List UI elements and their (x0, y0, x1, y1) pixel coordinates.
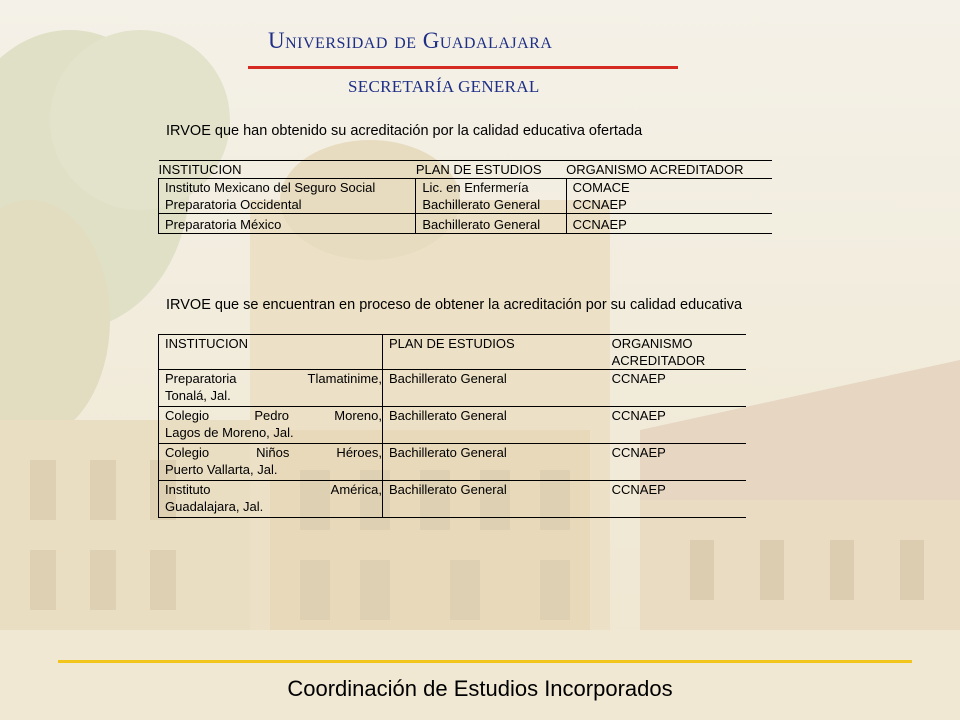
col-organismo: ORGANISMO ACREDITADOR (558, 335, 746, 370)
cell-organismo: CCNAEP (558, 370, 746, 407)
cell-institucion-line1: Colegio Pedro Moreno, (165, 408, 382, 423)
col-institucion: INSTITUCION (159, 161, 416, 179)
cell-institucion (159, 444, 383, 481)
footer-text: Coordinación de Estudios Incorporados (287, 676, 673, 701)
col-plan: PLAN DE ESTUDIOS (382, 335, 557, 370)
cell-institucion-line2: Puerto Vallarta, Jal. (165, 462, 278, 477)
cell-institucion (159, 481, 383, 518)
cell-organismo: CCNAEP (558, 407, 746, 444)
table-row (159, 196, 773, 214)
section2-caption: IRVOE que se encuentran en proceso de obtener la acreditación por su calidad educativa (166, 297, 743, 313)
cell-organismo: COMACE (566, 179, 772, 197)
cell-organismo: CCNAEP (566, 196, 772, 214)
cell-institucion: Instituto Mexicano del Seguro Social (159, 179, 416, 197)
cell-plan: Bachillerato General (382, 481, 557, 518)
cell-institucion-line2: Lagos de Moreno, Jal. (165, 425, 294, 440)
cell-plan: Bachillerato General (416, 214, 566, 234)
cell-institucion: Preparatoria México (159, 214, 416, 234)
cell-plan: Bachillerato General (382, 444, 557, 481)
cell-organismo: CCNAEP (566, 214, 772, 234)
title-underline (248, 66, 678, 69)
col-organismo: ORGANISMO ACREDITADOR (566, 161, 772, 179)
cell-plan: Bachillerato General (382, 370, 557, 407)
secretaria-subtitle: SECRETARÍA GENERAL (348, 77, 540, 96)
cell-institucion-line2: Guadalajara, Jal. (165, 499, 264, 514)
cell-institucion (159, 407, 383, 444)
footer-rule (58, 660, 912, 663)
university-title-text: Universidad de Guadalajara (268, 28, 553, 53)
cell-institucion-line1: Colegio Niños Héroes, (165, 445, 382, 460)
university-title (268, 28, 552, 54)
table-row (159, 214, 773, 234)
table-header-row (159, 335, 747, 370)
table-header-row (159, 161, 773, 179)
col-plan: PLAN DE ESTUDIOS (416, 161, 566, 179)
table-row (159, 407, 747, 444)
table-row (159, 370, 747, 407)
col-institucion: INSTITUCION (159, 335, 383, 370)
table-row (159, 481, 747, 518)
cell-plan: Lic. en Enfermería (416, 179, 566, 197)
cell-organismo: CCNAEP (558, 481, 746, 518)
in-process-table (158, 334, 746, 518)
cell-institucion: Preparatoria Occidental (159, 196, 416, 214)
cell-plan: Bachillerato General (382, 407, 557, 444)
cell-institucion-line1: Preparatoria Tlamatinime, (165, 371, 382, 386)
section1-caption: IRVOE que han obtenido su acreditación por la calidad educativa ofertada (166, 123, 643, 139)
table-row (159, 179, 773, 197)
cell-organismo: CCNAEP (558, 444, 746, 481)
cell-institucion-line1: Instituto América, (165, 482, 382, 497)
cell-institucion-line2: Tonalá, Jal. (165, 388, 231, 403)
cell-plan: Bachillerato General (416, 196, 566, 214)
table-row (159, 444, 747, 481)
cell-institucion (159, 370, 383, 407)
accredited-table (158, 160, 772, 234)
